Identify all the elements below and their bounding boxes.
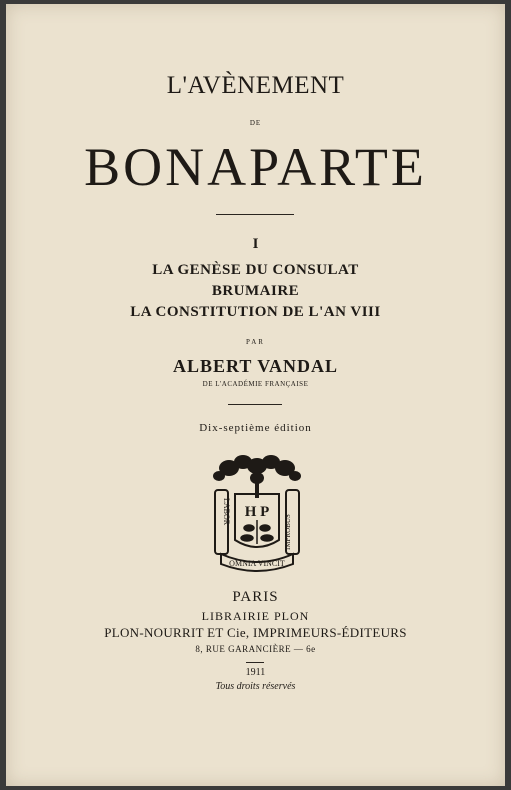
author-name: ALBERT VANDAL — [173, 356, 338, 376]
emblem-plant-icon — [241, 520, 273, 544]
imprint-publisher: LIBRAIRIE PLON — [201, 609, 310, 623]
author-divider — [228, 404, 282, 405]
emblem-left-motto: LABOR — [222, 498, 231, 526]
edition-label: Dix-septième édition — [199, 422, 312, 434]
imprint-printers: PLON-NOURRIT ET Cie, IMPRIMEURS-ÉDITEURS — [104, 625, 407, 640]
imprint-rights: Tous droits réservés — [215, 681, 296, 692]
imprint-address: 8, RUE GARANCIÈRE — 6e — [195, 644, 316, 654]
title-page — [6, 4, 505, 786]
imprint-year: 1911 — [245, 667, 266, 678]
emblem-monogram: H P — [244, 504, 270, 520]
title-line-1: L'AVÈNEMENT — [166, 72, 345, 99]
publisher-emblem — [211, 454, 303, 574]
subtitle-line-3: LA CONSTITUTION DE L'AN VIII — [130, 304, 381, 320]
subtitle-line-2: BRUMAIRE — [211, 283, 300, 299]
main-title: BONAPARTE — [84, 137, 427, 197]
imprint-divider — [246, 662, 264, 663]
emblem-right-motto: IMPROBUS — [284, 514, 292, 550]
volume-number: I — [252, 236, 259, 252]
emblem-bottom-motto: OMNIA VINCIT — [229, 559, 285, 568]
par-label: PAR — [246, 338, 265, 346]
imprint-city: PARIS — [232, 589, 279, 605]
author-affiliation: DE L'ACADÉMIE FRANÇAISE — [202, 380, 309, 388]
emblem-tree-icon — [213, 455, 301, 498]
title-divider — [216, 214, 294, 215]
subtitle-line-1: LA GENÈSE DU CONSULAT — [152, 262, 359, 278]
title-de: DE — [249, 119, 262, 127]
